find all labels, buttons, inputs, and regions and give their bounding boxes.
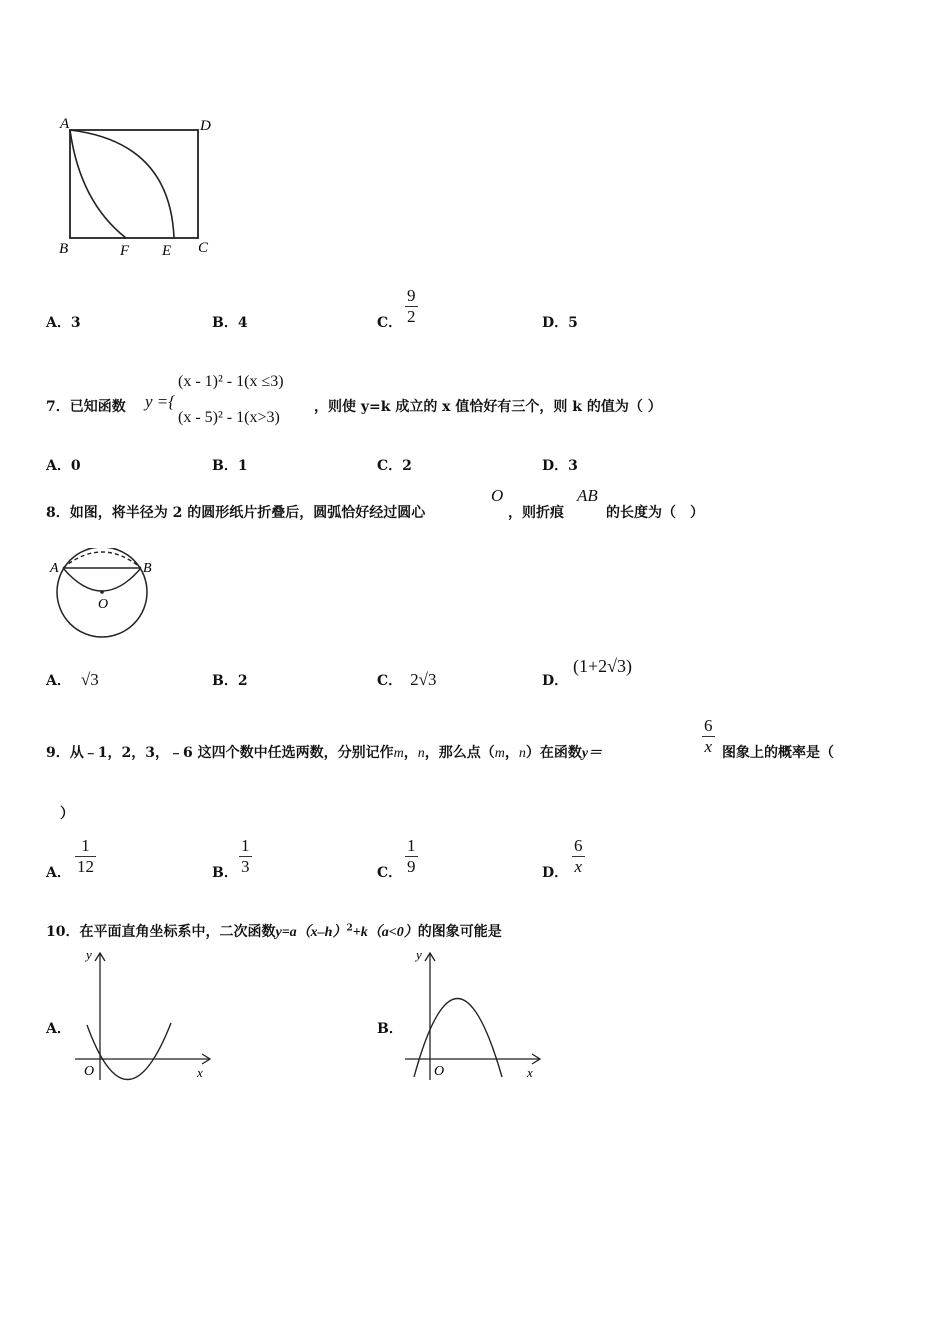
q8-o-symbol: O [491, 486, 504, 505]
q8-option-b[interactable] [212, 670, 248, 690]
q8-label-a: A [50, 561, 59, 576]
q8-circle-figure [45, 548, 165, 648]
q9-option-d-num: 6 [574, 836, 583, 855]
q10-a-x-label: x [197, 1065, 203, 1080]
q9-m2: m [494, 746, 505, 761]
q8-dashed-arc [63, 552, 141, 568]
q8-folded-arc [63, 568, 141, 591]
q8-ab-symbol: AB [577, 486, 598, 505]
q10-text-1: 在平面直角坐标系中，二次函数 [79, 924, 276, 940]
q9-n2: n [518, 746, 526, 761]
q7-option-b[interactable]: B．1 [212, 458, 248, 474]
q6-label-f: F [120, 243, 130, 259]
q8-option-c[interactable] [377, 670, 437, 690]
q10-a-y-label: y [86, 947, 92, 962]
q6-arc-ae [70, 130, 174, 238]
q6-label-b: B [59, 241, 69, 257]
q6-option-c-fraction [405, 286, 418, 327]
q10-number: 10． [46, 924, 80, 940]
q9-option-d[interactable]: D． [542, 865, 569, 881]
q7-case-1: (x - 1)² - 1(x ≤3) [178, 373, 284, 390]
q6-option-c-label: C． [377, 315, 403, 331]
q10-graph-a [70, 945, 220, 1085]
q6-label-c: C [198, 240, 209, 256]
q9-func-den: x [704, 737, 713, 756]
q10-formula: y=a（x–h） [275, 925, 347, 940]
q9-n: n [417, 746, 425, 761]
q6-option-a-value: 3 [70, 315, 81, 331]
q8-label-b: B [143, 561, 152, 576]
q9-text-2: ，那么点（ [424, 745, 495, 761]
q6-option-d-value: 5 [568, 315, 578, 331]
q6-option-b-label: B． [212, 315, 238, 331]
q9-option-c-num: 1 [407, 836, 416, 855]
q6-arc-af [70, 130, 126, 238]
q7-stem-start [46, 396, 126, 416]
q6-option-d-label: D． [542, 315, 569, 331]
q10-formula-2: +k（a<0） [352, 925, 418, 940]
q8-option-a[interactable] [46, 670, 99, 690]
q6-rectangle [70, 130, 198, 238]
q10-stem [46, 921, 502, 941]
q6-option-b-value: 4 [237, 315, 248, 331]
q9-option-c[interactable]: C． [377, 865, 403, 881]
q7-option-c[interactable]: C．2 [377, 458, 412, 474]
q10-a-o-label: O [84, 1064, 95, 1079]
q9-number: 9． [46, 745, 70, 761]
q6-option-c-den: 2 [407, 307, 416, 326]
q8-option-a-value: √3 [80, 670, 99, 689]
q9-option-b-num: 1 [241, 836, 250, 855]
q9-text-4: 图象上的概率是（ [722, 745, 834, 761]
q9-option-a-num: 1 [75, 836, 96, 857]
q9-option-d-fraction [572, 836, 585, 877]
q6-label-e: E [162, 243, 172, 259]
q6-option-c[interactable] [377, 312, 402, 332]
q10-option-b[interactable]: B． [377, 1021, 403, 1037]
q9-option-a[interactable]: A． [46, 865, 71, 881]
q6-label-d: D [200, 118, 211, 134]
q7-case-2: (x - 5)² - 1(x>3) [178, 409, 280, 426]
q7-option-a[interactable]: A．0 [46, 458, 81, 474]
q6-option-c-num: 9 [407, 286, 416, 305]
q7-number: 7． [46, 399, 70, 415]
q6-option-a[interactable] [46, 312, 81, 332]
q9-m: m [393, 746, 404, 761]
q8-text-1: 如图，将半径为 2 的圆形纸片折叠后，圆弧恰好经过圆心 [69, 505, 426, 521]
q9-comma: ， [403, 745, 418, 761]
q9-text-1: 从﹣1，2，3，﹣6 这四个数中任选两数，分别记作 [69, 745, 394, 761]
q8-option-c-label: C． [377, 673, 403, 689]
q8-option-d-label: D． [542, 673, 569, 689]
q6-option-d[interactable] [542, 312, 578, 332]
q9-function-fraction [702, 716, 715, 757]
q10-text-2: 的图象可能是 [417, 924, 502, 940]
q9-comma2: ， [504, 745, 519, 761]
q9-text-3: ）在函数 [525, 745, 582, 761]
q10-formula-sup: 2 [346, 923, 353, 934]
q8-option-b-label: B． [212, 673, 238, 689]
q7-y-eq: y ={ [145, 392, 176, 411]
q10-option-a[interactable]: A． [46, 1021, 71, 1037]
q6-rectangle-figure [50, 112, 230, 262]
q10-b-x-label: x [527, 1065, 533, 1080]
q9-y-eq: y＝ [581, 746, 603, 761]
q9-option-b-fraction [239, 836, 252, 877]
q9-option-c-fraction [405, 836, 418, 877]
q9-option-a-fraction [75, 836, 96, 877]
q7-option-d[interactable]: D．3 [542, 458, 578, 474]
q8-option-a-label: A． [46, 673, 71, 689]
q9-option-b-den: 3 [241, 857, 250, 876]
q8-option-b-value: 2 [237, 673, 248, 689]
q8-text-2: ，则折痕 [508, 505, 564, 521]
q9-option-a-den: 12 [77, 857, 94, 876]
q10-b-y-label: y [416, 947, 422, 962]
q8-center-dot [100, 590, 104, 594]
q8-label-o: O [98, 597, 109, 612]
q8-stem-part1 [46, 502, 425, 522]
q7-stem-tail: ，则使 y=k 成立的 x 值恰好有三个，则 k 的值为（ ） [314, 399, 662, 415]
q8-text-3: 的长度为（ ） [606, 505, 704, 521]
q8-option-d-value: (1+2√3) [573, 656, 633, 676]
q9-text-5: ） [60, 806, 74, 822]
q9-stem [46, 742, 602, 762]
q9-option-d-den: x [574, 857, 583, 876]
q6-option-a-label: A． [46, 315, 71, 331]
q6-option-b[interactable] [212, 312, 248, 332]
q9-func-num: 6 [704, 716, 713, 735]
q6-label-a: A [60, 116, 70, 132]
q9-option-b[interactable]: B． [212, 865, 238, 881]
q10-b-parabola [414, 999, 502, 1078]
q7-lead: 已知函数 [69, 399, 126, 415]
q8-option-d[interactable] [542, 670, 568, 690]
q10-b-o-label: O [434, 1064, 445, 1079]
q8-number: 8． [46, 505, 70, 521]
q9-option-c-den: 9 [407, 857, 416, 876]
q10-graph-b [400, 945, 550, 1085]
q8-option-c-value: 2√3 [410, 670, 437, 689]
